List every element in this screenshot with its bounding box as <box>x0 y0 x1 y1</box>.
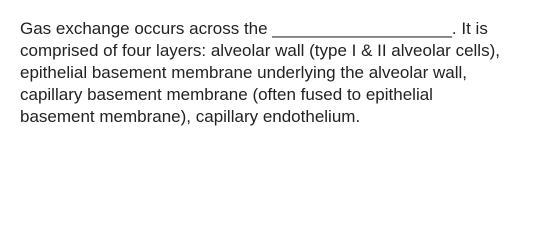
question-line: comprised of four layers: alveolar wall (type I & II alveolar cells), <box>20 41 500 60</box>
question-line: Gas exchange occurs across the ___________________. It is <box>20 19 488 38</box>
question-text <box>20 18 550 128</box>
question-line: basement membrane), capillary endothelium. <box>20 107 361 126</box>
question-line: epithelial basement membrane underlying the alveolar wall, <box>20 63 467 82</box>
question-line: capillary basement membrane (often fused to epithelial <box>20 85 433 104</box>
